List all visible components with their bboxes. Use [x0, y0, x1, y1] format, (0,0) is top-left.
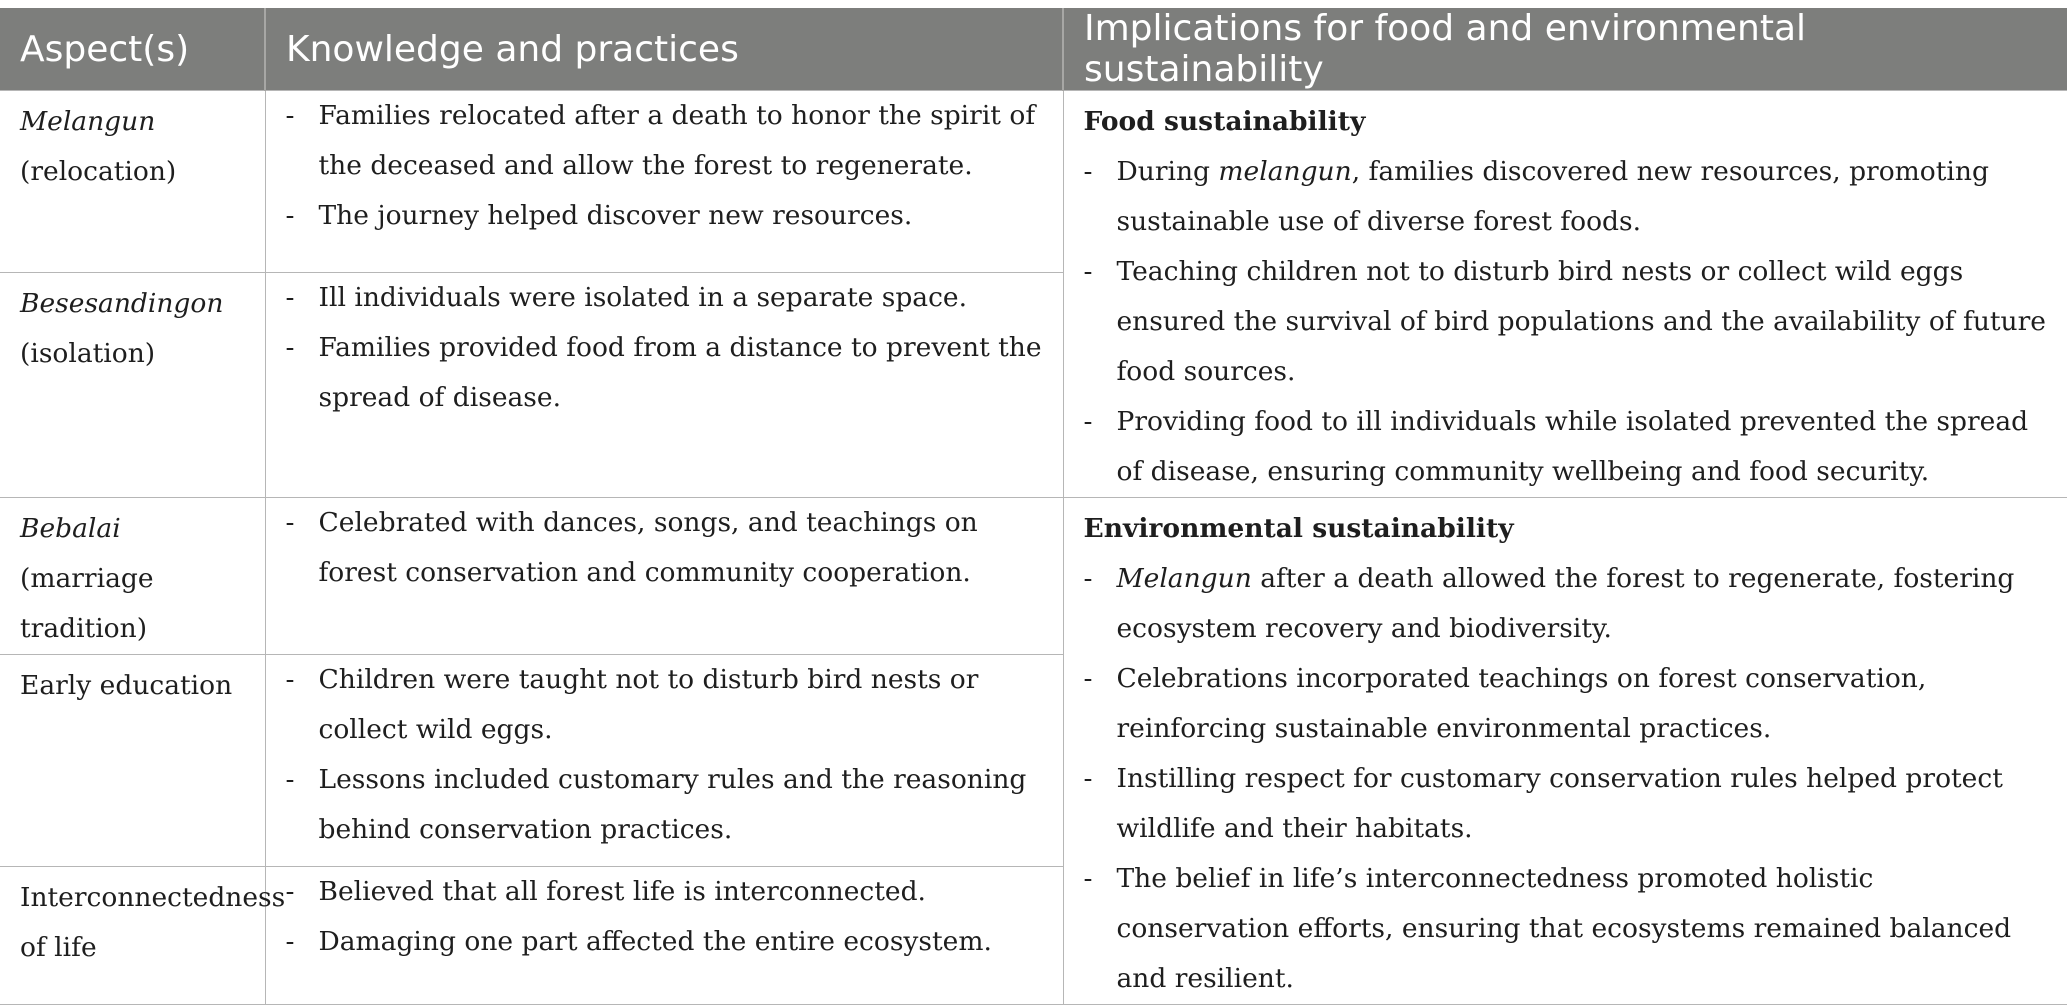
- environmental-sustainability-title: Environmental sustainability: [1083, 513, 1514, 544]
- practice-item: - Believed that all forest life is interconnected.: [286, 867, 1043, 917]
- env-item: - Instilling respect for customary conservation rules helped protect wildlife and their habitats.: [1084, 754, 2048, 854]
- aspect-term: Bebalai: [20, 513, 121, 544]
- practice-item: - Ill individuals were isolated in a separate space.: [286, 273, 1043, 323]
- table-row: [0, 91, 2067, 273]
- practices-cell: [265, 273, 1063, 498]
- food-sustainability-title: Food sustainability: [1083, 106, 1366, 137]
- food-item: - During melangun, families discovered new resources, promoting sustainable use of diverse forest foods.: [1084, 147, 2048, 247]
- aspect-cell: [0, 91, 265, 273]
- table-row: [0, 498, 2067, 655]
- practice-item: - Damaging one part affected the entire ecosystem.: [286, 917, 1043, 967]
- practice-item: - Families provided food from a distance to prevent the spread of disease.: [286, 323, 1043, 423]
- practice-item: - Families relocated after a death to honor the spirit of the deceased and allow the forest to regenerate.: [286, 91, 1043, 191]
- aspect-cell: [0, 498, 265, 655]
- environmental-sustainability-cell: [1063, 498, 2067, 1005]
- header-knowledge-practices: Knowledge and practices: [265, 8, 1063, 91]
- aspect-gloss: (relocation): [20, 156, 177, 187]
- practices-cell: [265, 498, 1063, 655]
- practices-cell: [265, 655, 1063, 867]
- aspect-gloss: Early education: [20, 670, 233, 701]
- aspect-cell: [0, 655, 265, 867]
- env-item: - The belief in life’s interconnectedness promoted holistic conservation efforts, ensuring that ecosystems remained balanced and resilient.: [1084, 854, 2048, 1004]
- env-item: - Celebrations incorporated teachings on forest conservation, reinforcing sustainable environmental practices.: [1084, 654, 2048, 754]
- aspect-gloss: (marriage tradition): [20, 563, 154, 644]
- food-item: - Providing food to ill individuals while isolated prevented the spread of disease, ensuring community wellbeing and food security.: [1084, 397, 2048, 497]
- aspect-cell: [0, 273, 265, 498]
- header-implications: Implications for food and environmental sustainability: [1063, 8, 2067, 91]
- aspect-gloss: Interconnectedness of life: [20, 882, 286, 963]
- env-item: - Melangun after a death allowed the forest to regenerate, fostering ecosystem recovery and biodiversity.: [1084, 554, 2048, 654]
- sustainability-table: [0, 8, 2067, 1005]
- practice-item: - Lessons included customary rules and the reasoning behind conservation practices.: [286, 755, 1043, 855]
- aspect-term: Besesandingon: [20, 288, 224, 320]
- header-row: [0, 8, 2067, 91]
- header-aspects: Aspect(s): [0, 8, 265, 91]
- practices-cell: [265, 91, 1063, 273]
- practices-cell: [265, 867, 1063, 1005]
- practice-item: - Children were taught not to disturb bird nests or collect wild eggs.: [286, 655, 1043, 755]
- food-item: - Teaching children not to disturb bird nests or collect wild eggs ensured the survival of bird populations and the availability of future food sources.: [1084, 247, 2048, 397]
- practice-item: - The journey helped discover new resources.: [286, 191, 1043, 241]
- aspect-gloss: (isolation): [20, 338, 156, 370]
- aspect-term: Melangun: [20, 106, 156, 137]
- food-sustainability-cell: [1063, 91, 2067, 498]
- aspect-cell: [0, 867, 286, 1005]
- practice-item: - Celebrated with dances, songs, and teachings on forest conservation and community cooperation.: [286, 498, 1043, 598]
